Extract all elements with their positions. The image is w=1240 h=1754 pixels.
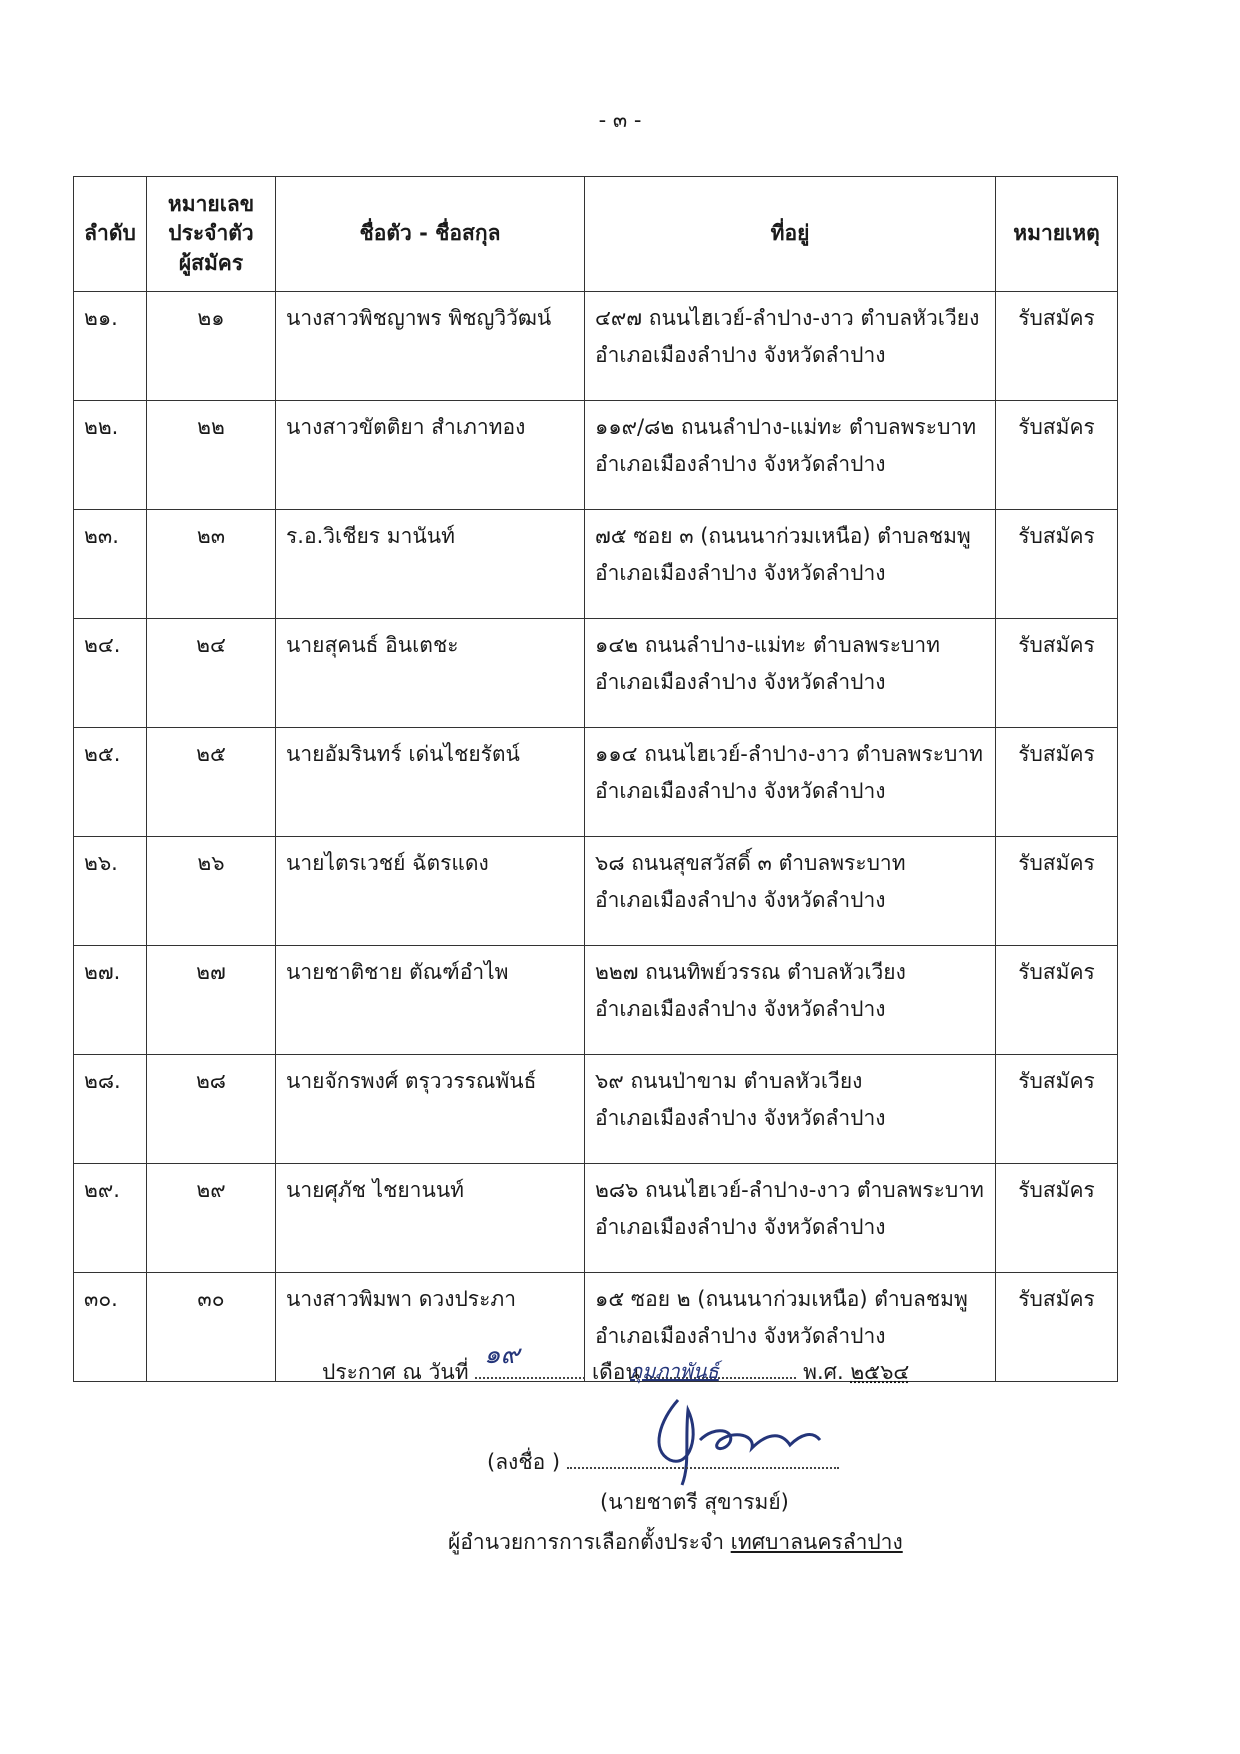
cell-note: รับสมัคร — [996, 1273, 1118, 1382]
cell-name: ร.อ.วิเชียร มานันท์ — [276, 510, 585, 619]
year-value: ๒๕๖๔ — [850, 1360, 910, 1384]
cell-order: ๒๖. — [74, 837, 147, 946]
address-line-1: ๔๙๗ ถนนไฮเวย์-ลำปาง-งาว ตำบลหัวเวียง — [595, 306, 980, 330]
cell-number: ๒๖ — [147, 837, 276, 946]
address-line-2: อำเภอเมืองลำปาง จังหวัดลำปาง — [595, 779, 886, 803]
table-row — [74, 1164, 1118, 1273]
month-label: เดือน — [591, 1360, 640, 1384]
cell-note: รับสมัคร — [996, 292, 1118, 401]
cell-address — [585, 619, 996, 728]
cell-address — [585, 946, 996, 1055]
handwritten-day: ๑๙ — [484, 1340, 520, 1370]
table-row — [74, 510, 1118, 619]
cell-order: ๒๗. — [74, 946, 147, 1055]
cell-order: ๒๑. — [74, 292, 147, 401]
address-line-1: ๒๒๗ ถนนทิพย์วรรณ ตำบลหัวเวียง — [595, 960, 906, 984]
address-line-2: อำเภอเมืองลำปาง จังหวัดลำปาง — [595, 1106, 886, 1130]
role-prefix: ผู้อำนวยการการเลือกตั้งประจำ — [448, 1530, 724, 1554]
cell-note: รับสมัคร — [996, 401, 1118, 510]
address-line-2: อำเภอเมืองลำปาง จังหวัดลำปาง — [595, 343, 886, 367]
address-line-2: อำเภอเมืองลำปาง จังหวัดลำปาง — [595, 561, 886, 585]
address-line-1: ๑๑๙/๘๒ ถนนลำปาง-แม่ทะ ตำบลพระบาท — [595, 415, 977, 439]
cell-address — [585, 1164, 996, 1273]
year-label: พ.ศ. — [803, 1360, 844, 1384]
header-number-line3: ผู้สมัคร — [178, 250, 244, 275]
signer-role — [448, 1526, 903, 1559]
header-note: หมายเหตุ — [996, 177, 1118, 292]
address-line-2: อำเภอเมืองลำปาง จังหวัดลำปาง — [595, 1324, 886, 1348]
cell-address — [585, 1055, 996, 1164]
table-row — [74, 292, 1118, 401]
cell-address — [585, 510, 996, 619]
cell-address — [585, 292, 996, 401]
cell-note: รับสมัคร — [996, 946, 1118, 1055]
address-line-1: ๖๙ ถนนป่าขาม ตำบลหัวเวียง — [595, 1069, 863, 1093]
table-row — [74, 1273, 1118, 1382]
cell-number: ๒๔ — [147, 619, 276, 728]
cell-order: ๒๔. — [74, 619, 147, 728]
header-address: ที่อยู่ — [585, 177, 996, 292]
table-row — [74, 401, 1118, 510]
cell-number: ๒๕ — [147, 728, 276, 837]
cell-name: นายจักรพงศ์ ตรุววรรณพันธ์ — [276, 1055, 585, 1164]
cell-number: ๓๐ — [147, 1273, 276, 1382]
cell-note: รับสมัคร — [996, 837, 1118, 946]
table-row — [74, 837, 1118, 946]
cell-order: ๒๒. — [74, 401, 147, 510]
header-order: ลำดับ — [74, 177, 147, 292]
header-number-line2: ประจำตัว — [168, 221, 254, 246]
address-line-2: อำเภอเมืองลำปาง จังหวัดลำปาง — [595, 1215, 886, 1239]
role-organization: เทศบาลนครลำปาง — [730, 1530, 903, 1554]
cell-note: รับสมัคร — [996, 1164, 1118, 1273]
address-line-1: ๒๘๖ ถนนไฮเวย์-ลำปาง-งาว ตำบลพระบาท — [595, 1178, 984, 1202]
cell-name: นายอัมรินทร์ เด่นไชยรัตน์ — [276, 728, 585, 837]
table-row — [74, 728, 1118, 837]
cell-name: นางสาวขัตติยา สำเภาทอง — [276, 401, 585, 510]
candidate-table — [73, 176, 1118, 1382]
cell-note: รับสมัคร — [996, 1055, 1118, 1164]
address-line-2: อำเภอเมืองลำปาง จังหวัดลำปาง — [595, 452, 886, 476]
cell-number: ๒๑ — [147, 292, 276, 401]
announce-prefix: ประกาศ ณ วันที่ — [322, 1360, 469, 1384]
header-number-line1: หมายเลข — [167, 191, 255, 216]
cell-order: ๒๕. — [74, 728, 147, 837]
signature-dotted-line — [567, 1445, 839, 1469]
cell-note: รับสมัคร — [996, 619, 1118, 728]
cell-order: ๓๐. — [74, 1273, 147, 1382]
cell-number: ๒๘ — [147, 1055, 276, 1164]
table-header-row — [74, 177, 1118, 292]
table-row — [74, 619, 1118, 728]
address-line-1: ๑๔๒ ถนนลำปาง-แม่ทะ ตำบลพระบาท — [595, 633, 940, 657]
cell-note: รับสมัคร — [996, 728, 1118, 837]
signature-mark — [640, 1380, 840, 1490]
address-line-2: อำเภอเมืองลำปาง จังหวัดลำปาง — [595, 888, 886, 912]
cell-address — [585, 401, 996, 510]
address-line-2: อำเภอเมืองลำปาง จังหวัดลำปาง — [595, 670, 886, 694]
cell-name: นางสาวพิชญาพร พิชญวิวัฒน์ — [276, 292, 585, 401]
cell-address — [585, 1273, 996, 1382]
cell-name: นายศุภัช ไชยานนท์ — [276, 1164, 585, 1273]
header-number — [147, 177, 276, 292]
page-number: - ๓ - — [598, 108, 642, 132]
cell-order: ๒๙. — [74, 1164, 147, 1273]
cell-order: ๒๘. — [74, 1055, 147, 1164]
address-line-1: ๖๘ ถนนสุขสวัสดิ์ ๓ ตำบลพระบาท — [595, 851, 906, 875]
cell-number: ๒๒ — [147, 401, 276, 510]
cell-note: รับสมัคร — [996, 510, 1118, 619]
cell-number: ๒๙ — [147, 1164, 276, 1273]
cell-order: ๒๓. — [74, 510, 147, 619]
sign-label: (ลงชื่อ ) — [487, 1450, 561, 1474]
address-line-1: ๗๕ ซอย ๓ (ถนนนาก่วมเหนือ) ตำบลชมพู — [595, 524, 971, 548]
cell-name: นายไตรเวชย์ ฉัตรแดง — [276, 837, 585, 946]
handwritten-month: กุมภาพันธ์ — [630, 1359, 719, 1383]
cell-address — [585, 837, 996, 946]
cell-name: นางสาวพิมพา ดวงประภา — [276, 1273, 585, 1382]
cell-number: ๒๓ — [147, 510, 276, 619]
cell-name: นายสุคนธ์ อินเตชะ — [276, 619, 585, 728]
address-line-2: อำเภอเมืองลำปาง จังหวัดลำปาง — [595, 997, 886, 1021]
table-row — [74, 946, 1118, 1055]
signature-line — [487, 1445, 839, 1479]
cell-name: นายชาติชาย ตัณฑ์อำไพ — [276, 946, 585, 1055]
header-name: ชื่อตัว - ชื่อสกุล — [276, 177, 585, 292]
cell-address — [585, 728, 996, 837]
address-line-1: ๑๑๔ ถนนไฮเวย์-ลำปาง-งาว ตำบลพระบาท — [595, 742, 984, 766]
signer-name: (นายชาตรี สุขารมย์) — [600, 1490, 789, 1514]
table-row — [74, 1055, 1118, 1164]
cell-number: ๒๗ — [147, 946, 276, 1055]
address-line-1: ๑๕ ซอย ๒ (ถนนนาก่วมเหนือ) ตำบลชมพู — [595, 1287, 968, 1311]
